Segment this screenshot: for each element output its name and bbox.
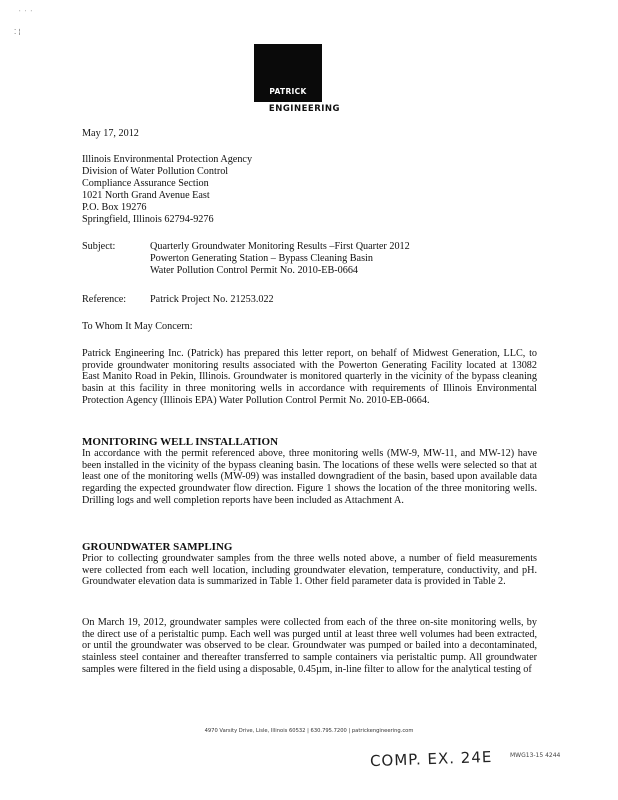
- subject-label: Subject:: [82, 241, 116, 252]
- company-logo: [254, 44, 322, 102]
- logo-name: PATRICK: [269, 87, 307, 96]
- subject-line: Quarterly Groundwater Monitoring Results –First Quarter 2012: [150, 241, 410, 252]
- reference-value: Patrick Project No. 21253.022: [150, 294, 274, 305]
- reference-label: Reference:: [82, 294, 127, 305]
- recipient-line: Compliance Assurance Section: [82, 178, 209, 189]
- letter-date: May 17, 2012: [82, 128, 139, 139]
- subject-line: Powerton Generating Station – Bypass Cleaning Basin: [150, 253, 373, 264]
- intro-paragraph: Patrick Engineering Inc. (Patrick) has prepared this letter report, on behalf of Midwest Generation, LLC, to provide groundwater monitoring results associated with the Powerton Generating Facility located at 13082 East Manito Road in Pekin, Illinois. Groundwater is monitored quarterly in the vicinity of the bypass cleaning basin at this facility in three monitoring wells in accordance with requirements of Illinois Environmental Protection Agency (Illinois EPA) Water Pollution Control Permit No. 2010-EB-0664.: [82, 348, 537, 406]
- section-paragraph: In accordance with the permit referenced above, three monitoring wells (MW-9, MW-11, and MW-12) have been installed in the vicinity of the bypass cleaning basin. The locations of these wells were selected so that at least one of the monitoring wells (MW-09) was installed downgradient of the basin, based upon available data regarding the expected groundwater flow direction. Figure 1 shows the location of the three monitoring wells. Drilling logs and well completion reports have been included as Attachment A.: [82, 448, 537, 506]
- section-heading: GROUNDWATER SAMPLING: [82, 541, 233, 553]
- recipient-line: P.O. Box 19276: [82, 202, 147, 213]
- subject-line: Water Pollution Control Permit No. 2010-EB-0664: [150, 265, 359, 276]
- letterhead-footer: 4970 Varsity Drive, Lisle, Illinois 60532 | 630.795.7200 | patrickengineering.com: [204, 728, 414, 734]
- section-paragraph: Prior to collecting groundwater samples from the three wells noted above, a number of field measurements were collected from each well location, including groundwater elevation, temperature, conductivity, and pH. Groundwater elevation data is summarized in Table 1. Other field parameter data is provided in Table 2.: [82, 553, 537, 588]
- bates-number: MWG13-15 4244: [510, 752, 561, 759]
- section-heading: MONITORING WELL INSTALLATION: [82, 436, 279, 448]
- salutation: To Whom It May Concern:: [82, 321, 193, 332]
- recipient-line: Springfield, Illinois 62794-9276: [82, 214, 214, 225]
- scan-speck: ˙ ˙ ˙: [18, 10, 33, 18]
- logo-subtitle: ENGINEERING: [268, 104, 340, 114]
- section-paragraph: On March 19, 2012, groundwater samples were collected from each of the three on-site monitoring wells, by the direct use of a peristaltic pump. Each well was purged until at least three well volumes had been extracted, or until the groundwater was observed to be clear. Groundwater was pumped or bailed into a decontaminated, stainless steel container and thereafter transferred to sample containers via peristaltic pump. All groundwater samples were filtered in the field using a disposable, 0.45µm, in-line filter to allow for the analytical testing of: [82, 617, 537, 675]
- exhibit-mark: COMP. EX. 24E: [369, 747, 493, 771]
- recipient-line: 1021 North Grand Avenue East: [82, 190, 210, 201]
- recipient-line: Division of Water Pollution Control: [82, 166, 229, 177]
- recipient-line: Illinois Environmental Protection Agency: [82, 154, 253, 165]
- scan-speck: ⁚ ¦: [14, 28, 21, 36]
